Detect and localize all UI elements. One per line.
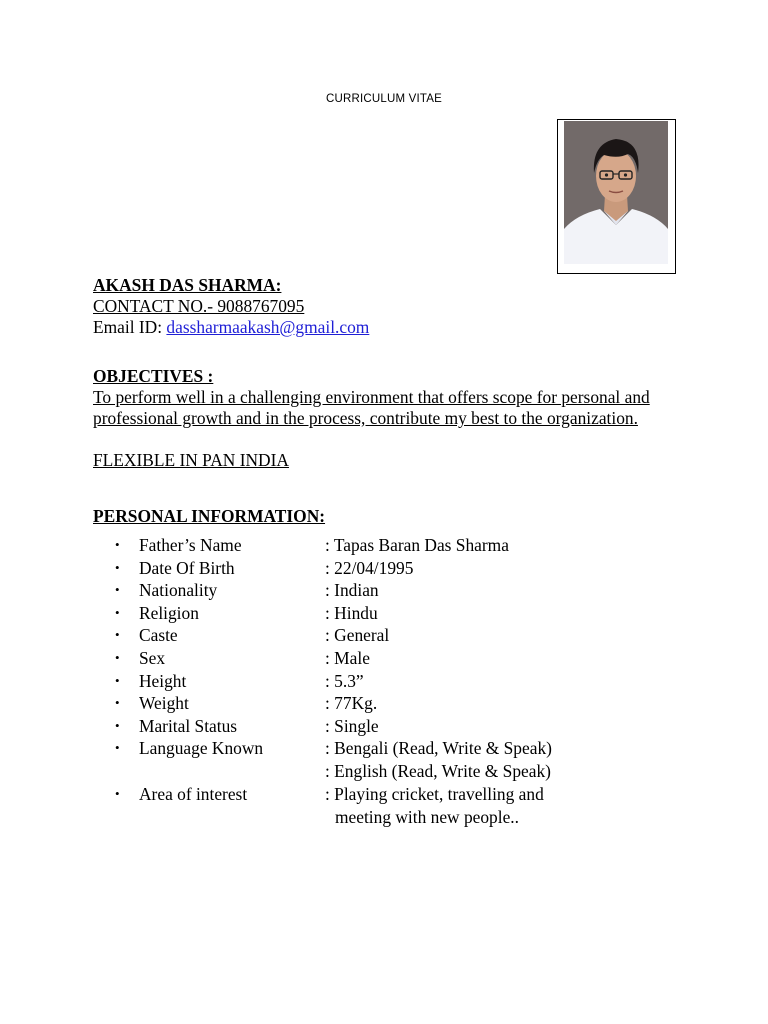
info-value: : Playing cricket, travelling and — [325, 783, 544, 804]
contact-number: CONTACT NO.- 9088767095 — [93, 296, 305, 316]
info-label: Height — [139, 670, 187, 691]
info-value: : English (Read, Write & Speak) — [325, 760, 551, 781]
bullet-icon: • — [115, 785, 120, 801]
bullet-icon: • — [115, 695, 120, 711]
objectives-line-2: professional growth and in the process, contribute my best to the organization. — [93, 408, 638, 428]
info-value: : General — [325, 625, 390, 646]
bullet-icon: • — [115, 604, 120, 620]
info-label: Nationality — [139, 580, 218, 601]
contact-block — [93, 275, 693, 338]
list-item — [93, 579, 693, 602]
personal-info-list — [93, 534, 693, 831]
info-value: : 22/04/1995 — [325, 557, 414, 578]
info-value: : Tapas Baran Das Sharma — [325, 535, 509, 555]
profile-photo — [564, 121, 668, 264]
candidate-name: AKASH DAS SHARMA: — [93, 275, 282, 295]
info-label: Area of interest — [139, 783, 248, 804]
list-item — [93, 670, 693, 693]
bullet-icon: • — [115, 627, 120, 643]
profile-photo-frame — [557, 119, 676, 274]
info-value: : Single — [325, 715, 379, 736]
bullet-icon: • — [115, 537, 120, 552]
list-item — [93, 783, 693, 831]
bullet-icon: • — [115, 717, 120, 733]
list-item — [93, 715, 693, 738]
list-item — [93, 692, 693, 715]
list-item — [93, 602, 693, 625]
list-item — [93, 647, 693, 670]
objectives-line-1: To perform well in a challenging environment that offers scope for personal and — [93, 387, 650, 407]
bullet-icon: • — [115, 740, 120, 756]
info-value: : Bengali (Read, Write & Speak) — [325, 738, 552, 759]
email-label: Email ID: — [93, 317, 167, 337]
info-value-continued: meeting with new people.. — [335, 806, 520, 827]
bullet-icon: • — [115, 649, 120, 665]
info-label: Weight — [139, 693, 189, 714]
info-value: : Male — [325, 647, 370, 668]
list-item — [93, 760, 693, 783]
bullet-icon: • — [115, 582, 120, 598]
list-item — [93, 534, 693, 557]
document-title: CURRICULUM VITAE — [325, 93, 443, 105]
email-line — [93, 317, 693, 338]
list-item — [93, 737, 693, 760]
list-item — [93, 624, 693, 647]
objectives-heading: OBJECTIVES : — [93, 366, 214, 386]
info-label: Language Known — [139, 738, 264, 759]
info-label: Religion — [139, 602, 199, 623]
flexible-note: FLEXIBLE IN PAN INDIA — [93, 450, 289, 470]
info-label: Caste — [139, 625, 178, 646]
info-label: Date Of Birth — [139, 557, 235, 578]
info-label: Father’s Name — [139, 535, 242, 555]
info-label: Sex — [139, 647, 166, 668]
email-link[interactable]: dassharmaakash@gmail.com — [166, 317, 370, 337]
info-label: Marital Status — [139, 715, 238, 736]
info-value: : Hindu — [325, 602, 378, 623]
info-value: : Indian — [325, 580, 379, 601]
bullet-icon: • — [115, 672, 120, 688]
bullet-icon: • — [115, 559, 120, 575]
info-value: : 5.3” — [325, 670, 364, 691]
info-value: : 77Kg. — [325, 693, 378, 714]
list-item — [93, 557, 693, 580]
personal-info-heading: PERSONAL INFORMATION: — [93, 506, 326, 526]
